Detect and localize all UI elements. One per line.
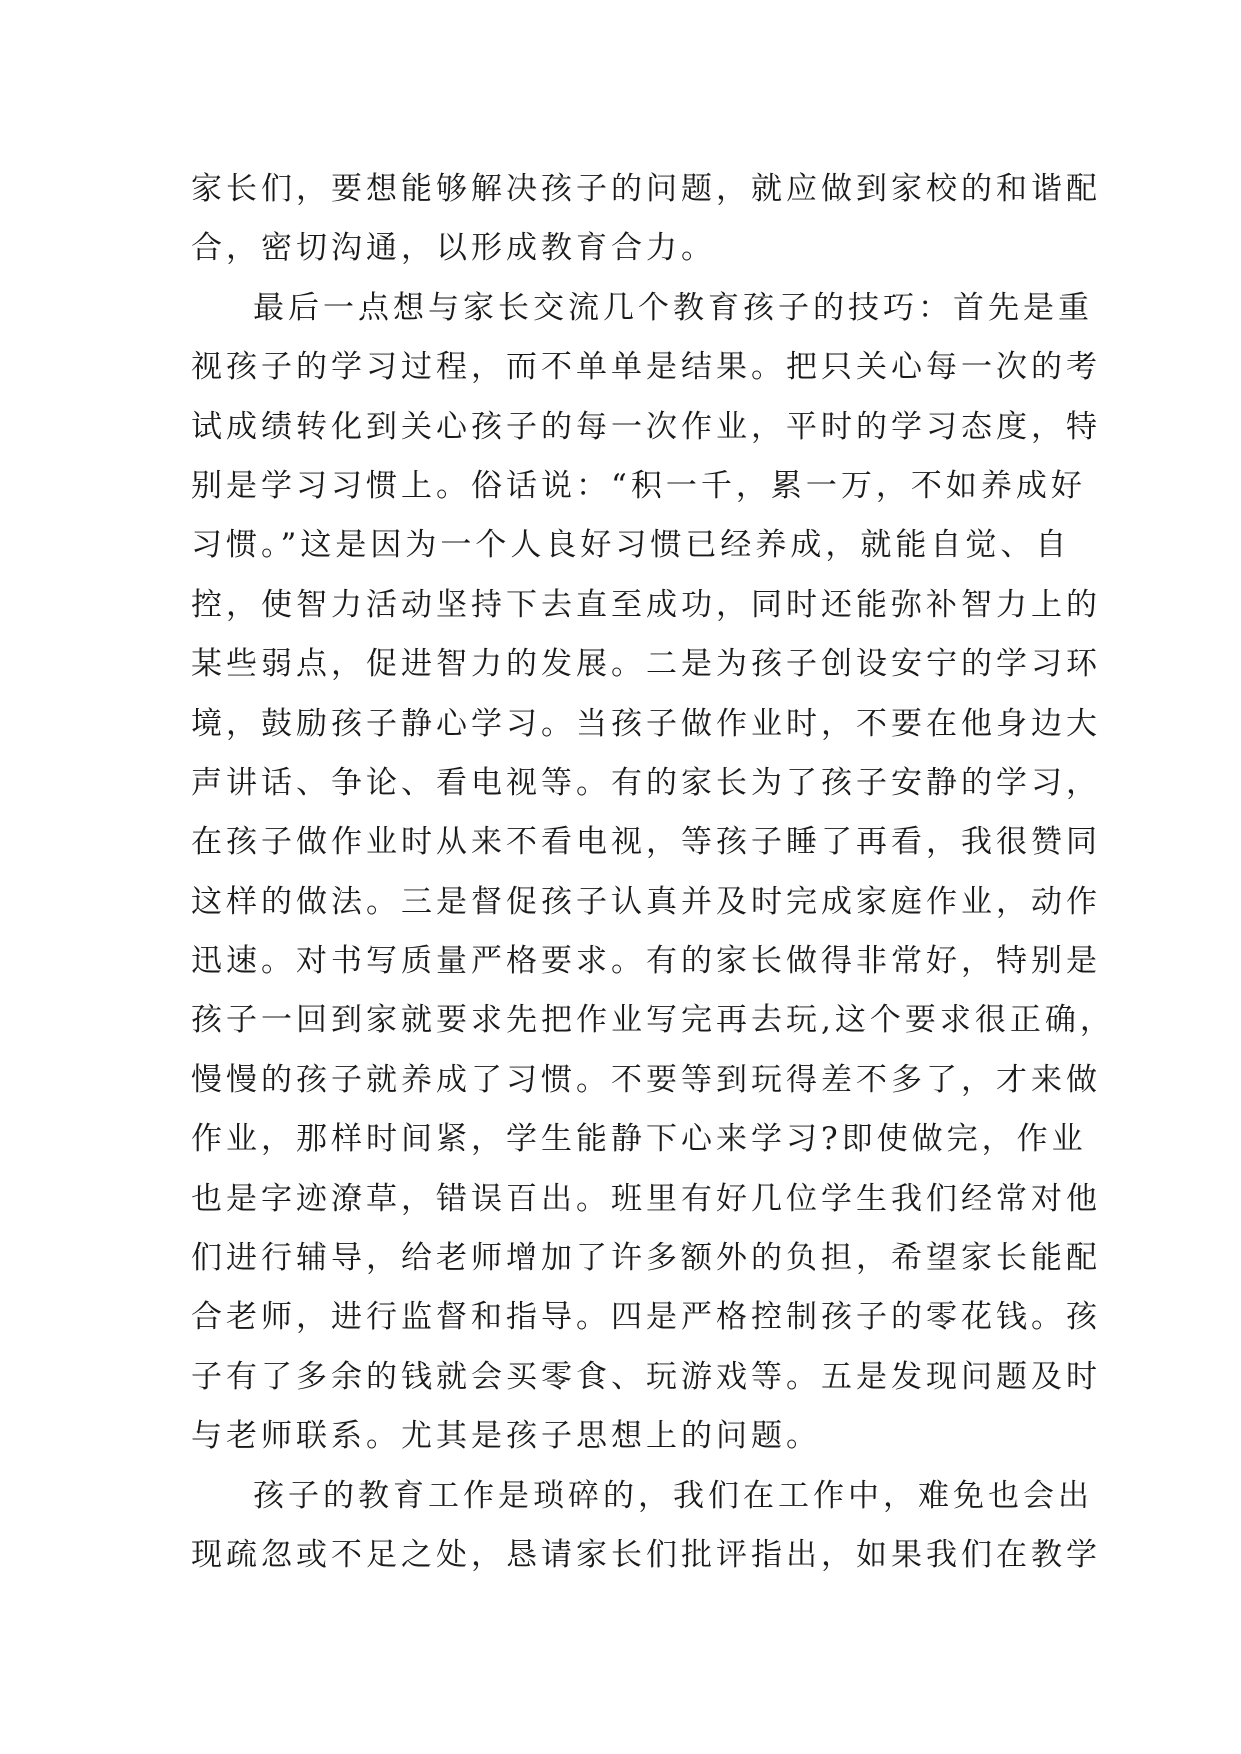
text-line: 别是学习习惯上。俗话说：“积一千，累一万，不如养成好	[191, 467, 1086, 504]
text-line: 作业，那样时间紧，学生能静下心来学习?即使做完，作业	[191, 1121, 1087, 1158]
text-line: 们进行辅导，给老师增加了许多额外的负担，希望家长能配	[191, 1240, 1101, 1277]
text-line: 这样的做法。三是督促孩子认真并及时完成家庭作业，动作	[191, 883, 1101, 920]
text-line: 某些弱点，促进智力的发展。二是为孩子创设安宁的学习环	[191, 646, 1101, 683]
text-line: 孩子一回到家就要求先把作业写完再去玩,这个要求很正确，	[191, 1002, 1115, 1039]
text-line: 慢慢的孩子就养成了习惯。不要等到玩得差不多了，才来做	[191, 1061, 1101, 1098]
text-line: 与老师联系。尤其是孩子思想上的问题。	[191, 1418, 821, 1455]
text-line: 子有了多余的钱就会买零食、玩游戏等。五是发现问题及时	[191, 1358, 1101, 1395]
document-body	[191, 160, 1115, 1585]
text-line: 家长们，要想能够解决孩子的问题，就应做到家校的和谐配	[191, 171, 1101, 207]
paragraph-start-line: 最后一点想与家长交流几个教育孩子的技巧：首先是重	[253, 289, 1093, 326]
text-line: 习惯。”这是因为一个人良好习惯已经养成，就能自觉、自	[191, 527, 1071, 564]
text-line: 境，鼓励孩子静心学习。当孩子做作业时，不要在他身边大	[191, 705, 1101, 742]
text-line: 试成绩转化到关心孩子的每一次作业，平时的学习态度，特	[191, 408, 1101, 445]
paragraph-start-line: 孩子的教育工作是琐碎的，我们在工作中，难免也会出	[253, 1477, 1093, 1514]
text-line: 在孩子做作业时从来不看电视，等孩子睡了再看，我很赞同	[191, 824, 1101, 861]
text-line: 迅速。对书写质量严格要求。有的家长做得非常好，特别是	[191, 943, 1101, 980]
text-line: 视孩子的学习过程，而不单单是结果。把只关心每一次的考	[191, 349, 1101, 386]
text-line: 现疏忽或不足之处，恳请家长们批评指出，如果我们在教学	[191, 1536, 1101, 1573]
text-line: 也是字迹潦草，错误百出。班里有好几位学生我们经常对他	[191, 1180, 1101, 1217]
text-line: 合老师，进行监督和指导。四是严格控制孩子的零花钱。孩	[191, 1299, 1101, 1336]
text-line: 声讲话、争论、看电视等。有的家长为了孩子安静的学习，	[191, 764, 1101, 801]
text-line: 合，密切沟通，以形成教育合力。	[191, 230, 716, 267]
text-line: 控，使智力活动坚持下去直至成功，同时还能弥补智力上的	[191, 586, 1101, 623]
